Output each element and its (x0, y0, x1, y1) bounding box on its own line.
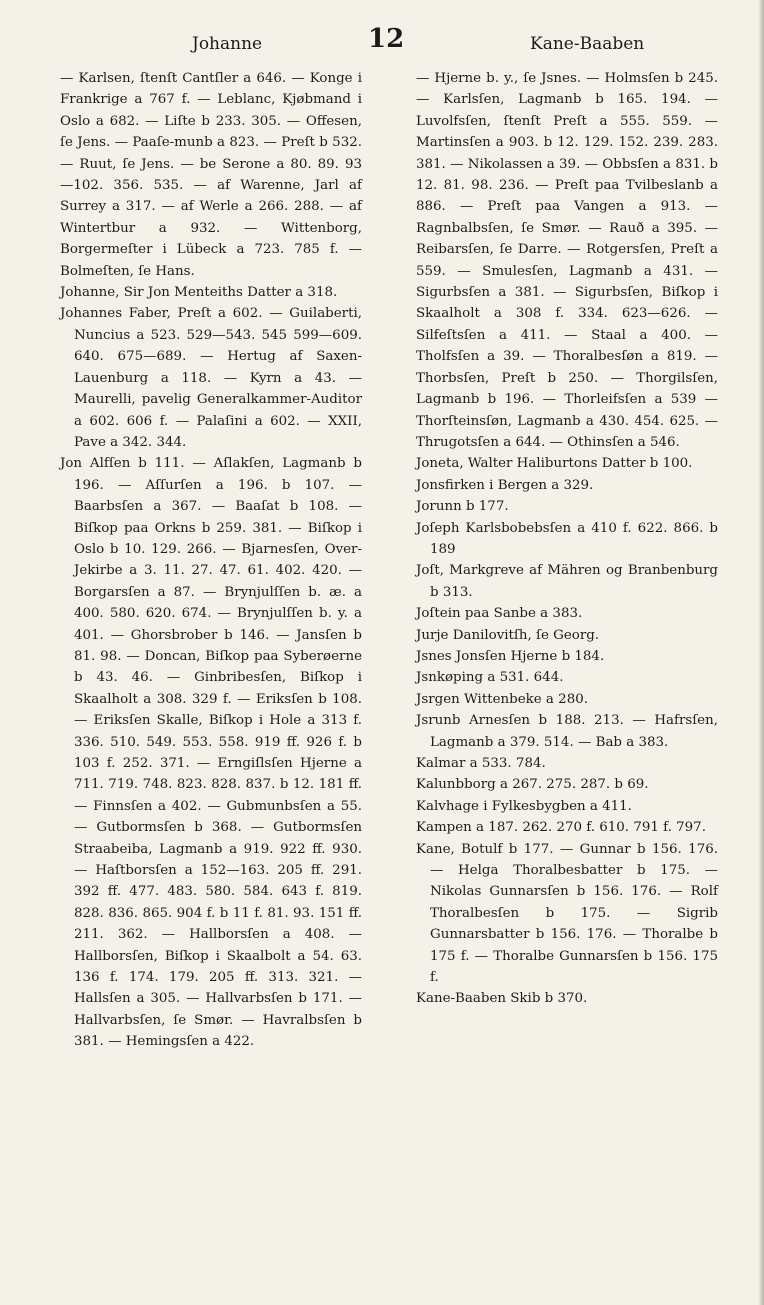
index-entry: Jsrgen Wittenbeke a 280. (416, 691, 588, 707)
index-entry: Jurje Danilovitſh, ſe Georg. (416, 627, 600, 643)
left-column (60, 68, 362, 1053)
index-entry: — Hjerne b. y., ſe Jsnes. — Holmsſen b 245. — Karlsſen, Lagmanb b 165. 194. — Luvolfsſen, ſtenſt Preſt a 555. 559. — Martinsſen a 903. b 12. 129. 152. 239. 283. 381. — Nikolassen a 39. — Obbsſen a 831. b 12. 81. 98. 236. — Preſt paa Tvilbeslanb a 886. — Preſt paa Vangen a 913. — Ragnbalbsſen, ſe Smør. — Rauð a 395. — Reibarsſen, ſe Darre. — Rotgersſen, Preſt a 559. — Smulesſen, Lagmanb a 431. — Sigurbsſen a 381. — Sigurbsſen, Biſkop i Skaalholt a 308 f. 334. 623—626. — Silfeſtsſen a 411. — Staal a 400. — Tholfsſen a 39. — Thoralbesſøn a 819. — Thorbsſen, Preſt b 250. — Thorgilsſen, Lagmanb b 196. — Thorleifsſen a 539 — Thorſteinsſøn, Lagmanb a 430. 454. 625. — Thrugotsſen a 644. — Othinsſen a 546. (416, 71, 718, 450)
index-entry: Jsnes Jonsſen Hjerne b 184. (416, 648, 605, 664)
page-header (60, 18, 710, 58)
right-column (416, 68, 718, 1010)
index-entry: Johanne, Sir Jon Menteiths Datter a 318. (60, 285, 338, 301)
header-right-word: Kane-Baaben (530, 34, 645, 54)
index-entry: Joſtein paa Sanbe a 383. (416, 606, 583, 622)
index-entry: Joneta, Walter Haliburtons Datter b 100. (416, 456, 693, 472)
header-left-word: Johanne (192, 34, 263, 54)
index-entry: Jsnkøping a 531. 644. (416, 670, 564, 686)
index-entry: Joſeph Karlsbobebsſen a 410 f. 622. 866. b 189 (416, 520, 718, 557)
index-entry: Kane-Baaben Skib b 370. (416, 991, 588, 1007)
page-number: 12 (368, 24, 405, 54)
index-entry: Jonsfirken i Bergen a 329. (416, 477, 594, 493)
index-entry: Kampen a 187. 262. 270 f. 610. 791 f. 797. (416, 820, 706, 836)
index-entry: Kane, Botulf b 177. — Gunnar b 156. 176. — Helga Thoralbesbatter b 175. — Nikolas Gunnarsſen b 156. 176. — Rolf Thoralbesſen b 175. — Sigrib Gunnarsbatter b 156. 176. — Thoralbe b 175 f. — Thoralbe Gunnarsſen b 156. 175 f. (416, 841, 718, 986)
index-entry: Jsrunb Arnesſen b 188. 213. — Hafrsſen, Lagmanb a 379. 514. — Bab a 383. (416, 713, 718, 750)
index-entry: Kalunbborg a 267. 275. 287. b 69. (416, 777, 649, 793)
index-entry: Jon Alfſen b 111. — Aſlakſen, Lagmanb b 196. — Aſſurſen a 196. b 107. — Baarbsſen a 367. — Baaſat b 108. — Biſkop paa Orkns b 259. 381. — Biſkop i Oslo b 10. 129. 266. — Bjarnesſen, Over-Jekirbe a 3. 11. 27. 47. 61. 402. 420. — Borgarsſen a 87. — Brynjulſſen b. æ. a 400. 580. 620. 674. — Brynjulſſen b. y. a 401. — Ghorsbrober b 146. — Jansſen b 81. 98. — Doncan, Biſkop paa Syberøerne b 43. 46. — Ginbribesſen, Biſkop i Skaalholt a 308. 329 f. — Eriksſen b 108. — Eriksſen Skalle, Biſkop i Hole a 313 f. 336. 510. 549. 553. 558. 919 ff. 926 f. b 103 f. 252. 371. — Erngiſlsſen Hjerne a 711. 719. 748. 823. 828. 837. b 12. 181 ff. — Finnsſen a 402. — Gubmunbsſen a 55. — Gutbormsſen b 368. — Gutbormsſen Straabeiba, Lagmanb a 919. 922 ff. 930. — Haſtborsſen a 152—163. 205 ff. 291. 392 ff. 477. 483. 580. 584. 643 f. 819. 828. 836. 865. 904 f. b 11 f. 81. 93. 151 ff. 211. 362. — Hallborsſen a 408. — Hallborsſen, Biſkop i Skaalbolt a 54. 63. 136 f. 174. 179. 205 ff. 313. 321. — Hallsſen a 305. — Hallvarbsſen b 171. — Hallvarbsſen, ſe Smør. — Havralbsſen b 381. — Hemingsſen a 422. (60, 456, 362, 1050)
index-entry: Johannes Faber, Preſt a 602. — Guilaberti, Nuncius a 523. 529—543. 545 599—609. 640. 675—689. — Hertug af Saxen-Lauenburg a 118. — Kyrn a 43. — Maurelli, pavelig Generalkammer-Auditor a 602. 606 f. — Palaſini a 602. — XXII, Pave a 342. 344. (60, 306, 362, 450)
index-entry: Joſt, Markgreve af Mähren og Branbenburg b 313. (416, 563, 718, 600)
index-entry: Kalvhage i Fylkesbygben a 411. (416, 798, 632, 814)
page-edge (758, 0, 764, 1305)
index-entry: Jorunn b 177. (416, 499, 509, 515)
index-entry: — Karlsen, ſtenſt Cantſler a 646. — Konge i Frankrige a 767 f. — Leblanc, Kjøbmand i Oslo a 682. — Liſte b 233. 305. — Offesen, ſe Jens. — Paaſe-munb a 823. — Preſt b 532. — Ruut, ſe Jens. — be Serone a 80. 89. 93 —102. 356. 535. — af Warenne, Jarl af Surrey a 317. — af Werle a 266. 288. — af Wintertbur a 932. — Wittenborg, Borgermeſter i Lübeck a 723. 785 f. — Bolmeſten, ſe Hans. (60, 71, 362, 279)
index-entry: Kalmar a 533. 784. (416, 756, 546, 771)
